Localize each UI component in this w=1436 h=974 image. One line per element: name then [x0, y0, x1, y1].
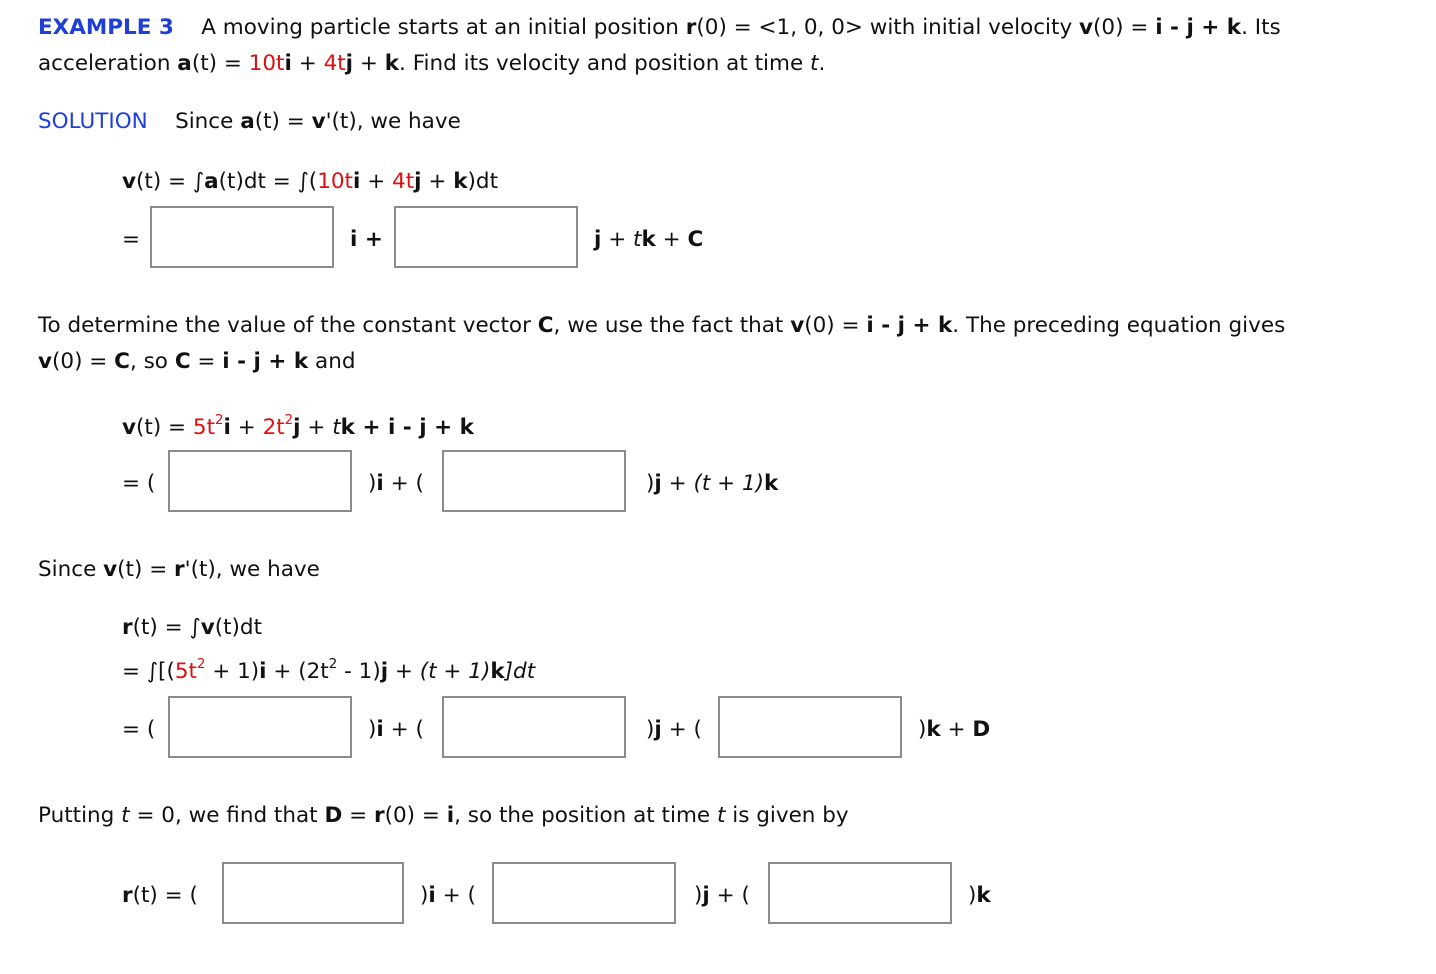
equation-text: - 1) [337, 659, 381, 684]
unit-k: k [641, 227, 656, 252]
example-label: EXAMPLE 3 [38, 15, 174, 40]
problem-text: . Its [1241, 15, 1281, 40]
constant-c: C [174, 349, 191, 374]
plus-sign: + [291, 51, 324, 76]
vector-v: v [122, 415, 137, 440]
equation-text: = ∫[( [122, 659, 175, 684]
paragraph-text: , we use the fact that [553, 313, 784, 338]
unit-i: i [428, 883, 436, 908]
constant-d: D [324, 803, 343, 828]
unit-i-plus: i + [350, 227, 383, 252]
equation-text: ) [368, 717, 377, 742]
close-paren-j-plus [646, 716, 702, 744]
equals-sign: = [122, 227, 141, 252]
position-j-coefficient-input[interactable] [442, 696, 626, 758]
velocity-final-tail [646, 470, 778, 498]
exponent: 2 [196, 657, 206, 673]
problem-text: . [818, 51, 826, 76]
equation-text: ]dt [504, 659, 536, 684]
equation-text: + t [300, 415, 341, 440]
vector-v: v [200, 615, 215, 640]
equation-text: ) [968, 883, 977, 908]
plus-sign: + [353, 51, 385, 76]
position-k-coefficient-input[interactable] [718, 696, 902, 758]
unit-j: j [293, 415, 301, 440]
unit-i: i [223, 415, 231, 440]
equation-text: + 1) [205, 659, 260, 684]
equation-text: + ( [435, 883, 476, 908]
paragraph-text: (0) = [384, 803, 447, 828]
unit-j: j [594, 227, 602, 252]
equation-text: + (t + 1) [388, 659, 491, 684]
problem-text: . Find its velocity and position at time [399, 51, 804, 76]
unit-i: i [259, 659, 267, 684]
paragraph-text: = [342, 803, 374, 828]
unit-i: i [446, 803, 455, 828]
initial-velocity-value: i - j + k [1155, 15, 1242, 40]
unit-i: i [352, 169, 361, 194]
vector-a: a [177, 51, 192, 76]
equation-text: + ( [661, 717, 702, 742]
close-paren-j-plus [694, 882, 750, 910]
position-derivative-line [38, 556, 320, 584]
vector-v: v [38, 349, 53, 374]
vector-v: v [311, 109, 326, 134]
paragraph-text: Since [38, 557, 97, 582]
variable-t: t [810, 51, 819, 76]
constant-c: C [687, 227, 704, 252]
paragraph-text: (0) = [804, 313, 867, 338]
problem-text: A moving particle starts at an initial position [201, 15, 679, 40]
unit-k: k [764, 471, 779, 496]
vector-v: v [1079, 15, 1094, 40]
vector-r: r [122, 615, 133, 640]
exponent: 2 [215, 413, 224, 429]
vector-a: a [240, 109, 255, 134]
constant-c: C [537, 313, 554, 338]
final-position-lead [122, 882, 198, 910]
equation-text: ) [918, 717, 927, 742]
position-integral-equation [122, 614, 262, 642]
unit-k: k [926, 717, 941, 742]
unit-j: j [654, 717, 662, 742]
variable-t: t [716, 803, 726, 828]
initial-position-line [38, 802, 849, 830]
vector-r: r [374, 803, 385, 828]
vector-r: r [122, 883, 133, 908]
constant-c-value: + i - j + k [354, 415, 474, 440]
equation-text: ) [694, 883, 703, 908]
problem-text: acceleration [38, 51, 171, 76]
solution-label: SOLUTION [38, 109, 148, 134]
exponent: 2 [284, 413, 294, 429]
plus-sign: + [360, 169, 393, 194]
paragraph-text: and [308, 349, 356, 374]
velocity-j-coefficient-input[interactable] [394, 206, 578, 268]
vector-r: r [174, 557, 185, 582]
paragraph-text: = [190, 349, 223, 374]
close-paren-i-plus [368, 716, 424, 744]
equation-text: (t) = ( [132, 883, 198, 908]
velocity-final-i-coefficient-input[interactable] [168, 450, 352, 512]
position-i-coefficient-input[interactable] [168, 696, 352, 758]
final-position-k-coefficient-input[interactable] [768, 862, 952, 924]
unit-k: k [384, 51, 400, 76]
coefficient: 4t [392, 169, 415, 194]
initial-velocity-value: i - j + k [866, 313, 953, 338]
vector-r: r [685, 15, 697, 40]
close-paren-i-plus [420, 882, 476, 910]
paragraph-text: Putting [38, 803, 115, 828]
position-tail [918, 716, 990, 744]
plus-sign: + [421, 169, 454, 194]
unit-i: i [284, 51, 292, 76]
constant-explanation-line-1 [38, 312, 1285, 340]
equation-text: (t)dt [214, 615, 263, 640]
acceleration-coeff-i: 10t [248, 51, 285, 76]
paragraph-text: is given by [725, 803, 849, 828]
equation-text: (t) = ∫ [136, 169, 205, 194]
unit-j: j [414, 169, 422, 194]
coefficient: 5t [192, 415, 216, 440]
unit-k: k [490, 659, 505, 684]
unit-j: j [380, 659, 389, 684]
paragraph-text: (t) = [117, 557, 175, 582]
constant-explanation-line-2 [38, 348, 356, 376]
velocity-final-j-coefficient-input[interactable] [442, 450, 626, 512]
unit-i: i [376, 717, 384, 742]
unit-k: k [976, 883, 991, 908]
plus-sign: + [655, 227, 688, 252]
solution-line [38, 108, 461, 136]
paragraph-text: = 0, we find that [129, 803, 318, 828]
variable-t: t [121, 803, 130, 828]
problem-text: (0) = <1, 0, 0> with initial velocity [696, 15, 1073, 40]
equation-text: (t)dt = ∫( [218, 169, 318, 194]
equation-text: + (2t [266, 659, 329, 684]
constant-d: D [972, 717, 991, 742]
constant-c-value: i - j + k [222, 349, 309, 374]
equation-text: ) [646, 471, 655, 496]
paragraph-text: . The preceding equation gives [952, 313, 1286, 338]
problem-text: (0) = [1093, 15, 1156, 40]
equation-text: ) [646, 717, 655, 742]
problem-statement-line-2 [38, 50, 825, 78]
equation-text: )dt [467, 169, 498, 194]
acceleration-coeff-j: 4t [323, 51, 346, 76]
equation-text: + ( [383, 471, 424, 496]
velocity-i-coefficient-input[interactable] [150, 206, 334, 268]
vector-v: v [103, 557, 118, 582]
plus-sign: + [230, 415, 263, 440]
paragraph-text: To determine the value of the constant vector [38, 313, 531, 338]
unit-i: i [376, 471, 384, 496]
equals-open-paren: = ( [122, 717, 156, 742]
unit-j: j [702, 883, 710, 908]
velocity-expanded-equation [122, 414, 474, 442]
paragraph-text: (0) = [52, 349, 115, 374]
vector-v: v [790, 313, 805, 338]
solution-text: '(t), we have [325, 109, 461, 134]
problem-text: (t) = [191, 51, 249, 76]
vector-v: v [122, 169, 137, 194]
equation-text: + t [601, 227, 642, 252]
paragraph-text: , so [129, 349, 168, 374]
exponent: 2 [328, 657, 338, 673]
equation-text: + (t + 1) [661, 471, 765, 496]
equals-open-paren: = ( [122, 471, 156, 496]
unit-j: j [345, 51, 354, 76]
close-paren-i-plus [368, 470, 424, 498]
equation-text: (t) = [136, 415, 193, 440]
unit-k: k [453, 169, 468, 194]
paragraph-text: , so the position at time [454, 803, 711, 828]
solution-text: (t) = [254, 109, 312, 134]
vector-a: a [204, 169, 219, 194]
coefficient: 5t [174, 659, 197, 684]
coefficient: 2t [262, 415, 285, 440]
position-integrand-equation [122, 658, 535, 686]
final-position-j-coefficient-input[interactable] [492, 862, 676, 924]
unit-j: j [654, 471, 662, 496]
unit-k: k [340, 415, 355, 440]
plus-sign: + [940, 717, 973, 742]
equation-text: ) [368, 471, 377, 496]
velocity-tail [594, 226, 703, 254]
constant-c: C [114, 349, 130, 374]
paragraph-text: '(t), we have [184, 557, 320, 582]
final-position-tail [968, 882, 991, 910]
equation-text: ) [420, 883, 429, 908]
equation-text: + ( [709, 883, 750, 908]
problem-statement-line-1 [38, 14, 1281, 42]
coefficient: 10t [317, 169, 353, 194]
equation-text: (t) = ∫ [132, 615, 201, 640]
solution-text: Since [175, 109, 234, 134]
final-position-i-coefficient-input[interactable] [222, 862, 404, 924]
equation-text: + ( [383, 717, 424, 742]
velocity-integral-equation [122, 168, 498, 196]
